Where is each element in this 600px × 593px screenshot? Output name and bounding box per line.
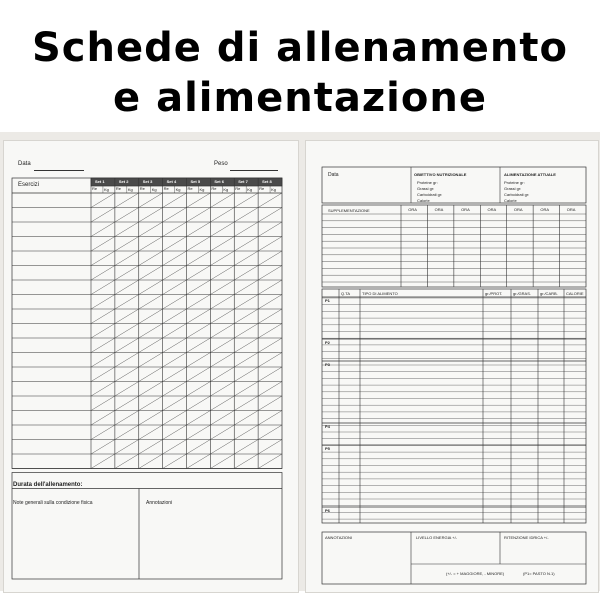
current-calories: Calorie (504, 198, 517, 203)
cell-diagonal (234, 454, 258, 469)
cell-diagonal (210, 295, 234, 310)
nutrition-date-label: Data (328, 172, 339, 178)
nutrition-annotations-label: ANNOTAZIONI (325, 535, 353, 540)
set-reps-label: Re (139, 186, 145, 191)
cell-diagonal (115, 237, 139, 252)
cell-diagonal (163, 222, 187, 237)
goal-title: OBIETTIVO NUTRIZIONALE (414, 172, 467, 177)
cell-diagonal (91, 440, 115, 455)
cell-diagonal (258, 193, 282, 208)
date-label: Data (18, 161, 31, 167)
cell-diagonal (258, 353, 282, 368)
cell-diagonal (115, 411, 139, 426)
cell-diagonal (210, 222, 234, 237)
cell-diagonal (163, 193, 187, 208)
cell-diagonal (234, 237, 258, 252)
meal-label-p6: P6 (325, 508, 330, 513)
cell-diagonal (187, 425, 211, 440)
page-heading-line-2: e alimentazione (113, 75, 487, 121)
cell-diagonal (234, 425, 258, 440)
cell-diagonal (210, 367, 234, 382)
cell-diagonal (163, 280, 187, 295)
cell-diagonal (258, 367, 282, 382)
set-kg-label: Kg (271, 187, 276, 192)
set-reps-label: Re (211, 186, 217, 191)
cell-diagonal (210, 208, 234, 223)
food-header-6: CALORIE (566, 291, 584, 296)
cell-diagonal (163, 353, 187, 368)
cell-diagonal (258, 237, 282, 252)
cell-diagonal (139, 425, 163, 440)
weight-label: Peso (214, 161, 228, 167)
cell-diagonal (187, 367, 211, 382)
set-kg-label: Kg (247, 187, 253, 192)
cell-diagonal (115, 382, 139, 397)
cell-diagonal (210, 193, 234, 208)
legend-text: (+/- = + MAGGIORE, - MINORE) (446, 571, 505, 576)
cell-diagonal (115, 280, 139, 295)
cell-diagonal (115, 396, 139, 411)
set-header-3: Set 3 (142, 179, 153, 184)
cell-diagonal (187, 193, 211, 208)
cell-diagonal (210, 280, 234, 295)
cell-diagonal (234, 338, 258, 353)
cell-diagonal (115, 266, 139, 281)
food-header-2: TIPO DI ALIMENTO (362, 291, 398, 296)
exercises-label: Esercizi (18, 182, 40, 188)
cell-diagonal (258, 208, 282, 223)
cell-diagonal (115, 222, 139, 237)
cell-diagonal (234, 353, 258, 368)
cell-diagonal (91, 193, 115, 208)
page-heading-line-1: Schede di allenamento (32, 25, 568, 71)
cell-diagonal (187, 208, 211, 223)
set-reps-label: Re (187, 186, 193, 191)
goal-protein: Proteine gr: (417, 180, 438, 185)
cell-diagonal (258, 411, 282, 426)
food-header-3: gr./PROT. (485, 291, 503, 296)
set-kg-label: Kg (175, 187, 181, 192)
meal-label-p5: P5 (325, 446, 330, 451)
cell-diagonal (234, 280, 258, 295)
cell-diagonal (210, 251, 234, 266)
food-header-5: gr./CARB. (540, 291, 558, 296)
cell-diagonal (210, 425, 234, 440)
cell-diagonal (234, 367, 258, 382)
cell-diagonal (91, 324, 115, 339)
cell-diagonal (115, 324, 139, 339)
food-header-4: gr./GRAS. (513, 291, 532, 296)
nutrition-sheet (305, 140, 599, 593)
meal-label-p3: P3 (325, 362, 330, 367)
cell-diagonal (163, 425, 187, 440)
cell-diagonal (187, 309, 211, 324)
cell-diagonal (139, 295, 163, 310)
cell-diagonal (163, 324, 187, 339)
cell-diagonal (163, 382, 187, 397)
meal-label-p2: P2 (325, 340, 330, 345)
set-reps-label: Re (92, 186, 98, 191)
set-header-5: Set 5 (190, 179, 201, 184)
cell-diagonal (91, 454, 115, 469)
food-frame (322, 289, 586, 523)
cell-diagonal (210, 440, 234, 455)
cell-diagonal (139, 440, 163, 455)
cell-diagonal (139, 367, 163, 382)
cell-diagonal (210, 396, 234, 411)
cell-diagonal (234, 208, 258, 223)
cell-diagonal (139, 382, 163, 397)
cell-diagonal (187, 266, 211, 281)
cell-diagonal (163, 251, 187, 266)
set-kg-label: Kg (103, 187, 109, 192)
cell-diagonal (91, 425, 115, 440)
cell-diagonal (187, 411, 211, 426)
cell-diagonal (115, 353, 139, 368)
cell-diagonal (91, 237, 115, 252)
cell-diagonal (91, 295, 115, 310)
set-header-1: Set 1 (95, 179, 105, 184)
cell-diagonal (139, 324, 163, 339)
cell-diagonal (91, 353, 115, 368)
cell-diagonal (115, 367, 139, 382)
cell-diagonal (163, 367, 187, 382)
cell-diagonal (91, 222, 115, 237)
cell-diagonal (115, 295, 139, 310)
cell-diagonal (210, 338, 234, 353)
cell-diagonal (234, 193, 258, 208)
cell-diagonal (258, 295, 282, 310)
cell-diagonal (234, 251, 258, 266)
set-reps-label: Re (163, 186, 169, 191)
cell-diagonal (91, 338, 115, 353)
current-protein: Proteine gr: (504, 180, 525, 185)
cell-diagonal (234, 440, 258, 455)
cell-diagonal (139, 237, 163, 252)
set-header-4: Set 4 (166, 179, 177, 184)
ora-header-5: ORA (513, 207, 523, 212)
cell-diagonal (210, 324, 234, 339)
cell-diagonal (139, 353, 163, 368)
ora-header-4: ORA (487, 207, 497, 212)
annotations-label: Annotazioni (146, 500, 173, 506)
goal-carbs: Carboidrati gr: (417, 192, 443, 197)
cell-diagonal (115, 440, 139, 455)
ora-header-7: ORA (566, 207, 576, 212)
cell-diagonal (210, 309, 234, 324)
cell-diagonal (258, 396, 282, 411)
cell-diagonal (187, 251, 211, 266)
cell-diagonal (115, 208, 139, 223)
ora-header-3: ORA (461, 207, 470, 212)
energy-label: LIVELLO ENERGIA +/- (416, 535, 458, 540)
cell-diagonal (258, 222, 282, 237)
cell-diagonal (139, 454, 163, 469)
cell-diagonal (187, 338, 211, 353)
product-photo (0, 132, 600, 591)
cell-diagonal (258, 454, 282, 469)
set-header-8: Set 8 (262, 179, 272, 184)
cell-diagonal (139, 396, 163, 411)
cell-diagonal (258, 440, 282, 455)
cell-diagonal (187, 440, 211, 455)
cell-diagonal (258, 382, 282, 397)
cell-diagonal (163, 309, 187, 324)
set-reps-label: Re (259, 186, 265, 191)
cell-diagonal (234, 309, 258, 324)
meal-label-p1: P1 (325, 298, 330, 303)
cell-diagonal (234, 382, 258, 397)
cell-diagonal (163, 396, 187, 411)
cell-diagonal (187, 454, 211, 469)
cell-diagonal (91, 382, 115, 397)
cell-diagonal (91, 266, 115, 281)
cell-diagonal (115, 454, 139, 469)
cell-diagonal (187, 382, 211, 397)
cell-diagonal (187, 353, 211, 368)
cell-diagonal (187, 295, 211, 310)
current-fat: Grassi gr: (504, 186, 522, 191)
cell-diagonal (234, 324, 258, 339)
cell-diagonal (139, 208, 163, 223)
cell-diagonal (187, 237, 211, 252)
cell-diagonal (210, 237, 234, 252)
cell-diagonal (210, 382, 234, 397)
cell-diagonal (234, 222, 258, 237)
set-reps-label: Re (115, 186, 121, 191)
cell-diagonal (115, 193, 139, 208)
supplements-label: SUPPLEMENTAZIONE (328, 208, 370, 213)
cell-diagonal (115, 338, 139, 353)
cell-diagonal (187, 396, 211, 411)
set-kg-label: Kg (223, 187, 229, 192)
cell-diagonal (234, 396, 258, 411)
cell-diagonal (163, 237, 187, 252)
cell-diagonal (258, 338, 282, 353)
cell-diagonal (258, 309, 282, 324)
workout-grid (4, 141, 298, 592)
cell-diagonal (139, 411, 163, 426)
notes-label: Note generali sulla condizione fisica (13, 500, 93, 506)
cell-diagonal (258, 324, 282, 339)
cell-diagonal (139, 222, 163, 237)
cell-diagonal (163, 266, 187, 281)
cell-diagonal (187, 324, 211, 339)
set-header-2: Set 2 (118, 179, 129, 184)
cell-diagonal (139, 309, 163, 324)
meal-label-p4: P4 (325, 424, 330, 429)
cell-diagonal (234, 295, 258, 310)
cell-diagonal (210, 454, 234, 469)
cell-diagonal (163, 208, 187, 223)
set-reps-label: Re (235, 186, 241, 191)
cell-diagonal (258, 280, 282, 295)
cell-diagonal (163, 440, 187, 455)
cell-diagonal (91, 367, 115, 382)
set-header-6: Set 6 (214, 179, 224, 184)
set-kg-label: Kg (151, 187, 157, 192)
cell-diagonal (163, 411, 187, 426)
cell-diagonal (163, 338, 187, 353)
cell-diagonal (91, 411, 115, 426)
cell-diagonal (187, 222, 211, 237)
set-header-7: Set 7 (238, 179, 248, 184)
cell-diagonal (91, 396, 115, 411)
current-title: ALIMENTAZIONE ATTUALE (504, 172, 556, 177)
cell-diagonal (210, 266, 234, 281)
water-label: RITENZIONE IDRICA +/- (504, 535, 549, 540)
cell-diagonal (234, 411, 258, 426)
cell-diagonal (91, 309, 115, 324)
set-kg-label: Kg (199, 187, 205, 192)
cell-diagonal (139, 251, 163, 266)
cell-diagonal (139, 193, 163, 208)
goal-fat: Grassi gr: (417, 186, 435, 191)
cell-diagonal (187, 280, 211, 295)
set-kg-label: Kg (127, 187, 133, 192)
cell-diagonal (258, 425, 282, 440)
current-carbs: Carboidrati gr: (504, 192, 530, 197)
cell-diagonal (210, 411, 234, 426)
food-header-1: Q.TA (341, 291, 351, 296)
cell-diagonal (91, 208, 115, 223)
workout-sheet (3, 140, 299, 593)
cell-diagonal (163, 454, 187, 469)
cell-diagonal (115, 251, 139, 266)
cell-diagonal (258, 266, 282, 281)
ora-header-6: ORA (540, 207, 550, 212)
cell-diagonal (234, 266, 258, 281)
cell-diagonal (139, 338, 163, 353)
cell-diagonal (258, 251, 282, 266)
ora-header-1: ORA (408, 207, 417, 212)
ora-header-2: ORA (434, 207, 444, 212)
cell-diagonal (210, 353, 234, 368)
meal-legend-text: (P1= PASTO N.1) (523, 571, 555, 576)
duration-label: Durata dell'allenamento: (13, 482, 83, 488)
goal-calories: Calorie (417, 198, 430, 203)
cell-diagonal (115, 309, 139, 324)
cell-diagonal (139, 266, 163, 281)
cell-diagonal (91, 251, 115, 266)
cell-diagonal (115, 425, 139, 440)
cell-diagonal (163, 295, 187, 310)
cell-diagonal (91, 280, 115, 295)
cell-diagonal (139, 280, 163, 295)
